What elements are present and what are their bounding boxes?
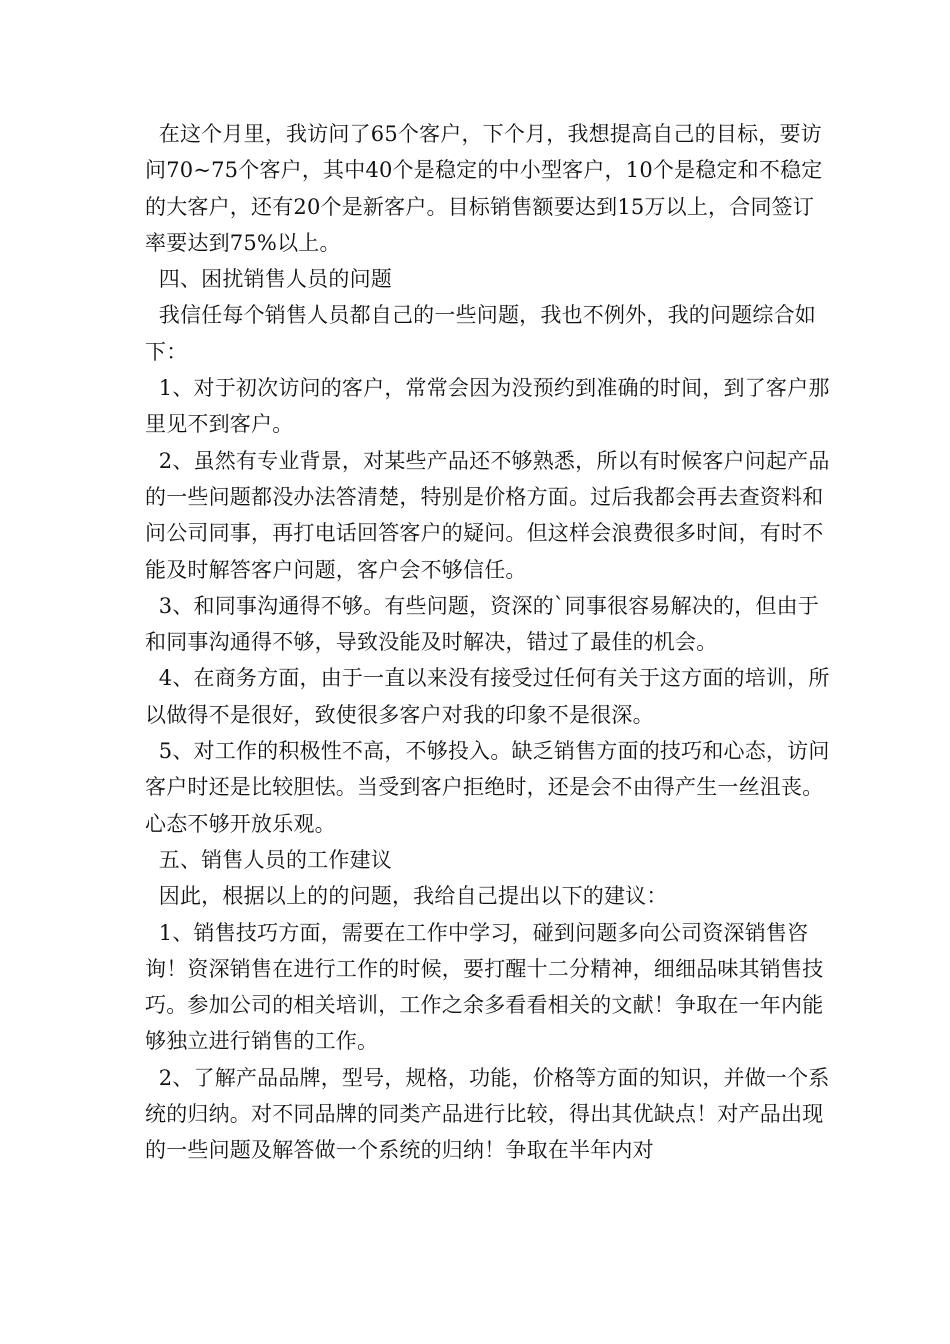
paragraph-problem-2: 2、虽然有专业背景，对某些产品还不够熟悉，所以有时候客户问起产品的一些问题都没办法答清楚，特别是价格方面。过后我都会再去查资料和问公司同事，再打电话回答客户的疑问。但这样会浪费很多时间，有时不能及时解答客户问题，客户会不够信任。: [145, 448, 830, 582]
document-body: [145, 116, 835, 1169]
paragraph-problems-intro: 我信任每个销售人员都自己的一些问题，我也不例外，我的问题综合如下：: [145, 303, 816, 364]
paragraph-problem-3: 3、和同事沟通得不够。有些问题，资深的`同事很容易解决的，但由于和同事沟通得不够，导致没能及时解决，错过了最佳的机会。: [145, 593, 820, 655]
paragraph-suggestion-1: 1、销售技巧方面，需要在工作中学习，碰到问题多向公司资深销售咨询！资深销售在进行工作的时候，要打醒十二分精神，细细品味其销售技巧。参加公司的相关培训，工作之余多看看相关的文献！争取在一年内能够独立进行销售的工作。: [145, 920, 824, 1054]
paragraph-problem-5: 5、对工作的积极性不高，不够投入。缺乏销售方面的技巧和心态，访问客户时还是比较胆怯。当受到客户拒绝时，还是会不由得产生一丝沮丧。心态不够开放乐观。: [145, 739, 830, 836]
paragraph-problem-1: 1、对于初次访问的客户，常常会因为没预约到准确的时间，到了客户那里见不到客户。: [145, 376, 830, 437]
paragraph-problem-4: 4、在商务方面，由于一直以来没有接受过任何有关于这方面的培训，所以做得不是很好，致使很多客户对我的印象不是很深。: [145, 666, 830, 727]
paragraph-suggestions-intro: 因此，根据以上的的问题，我给自己提出以下的建议：: [145, 884, 668, 909]
heading-section-five: 五、销售人员的工作建议: [145, 847, 392, 872]
heading-section-four: 四、困扰销售人员的问题: [145, 267, 392, 292]
paragraph-suggestion-2: 2、了解产品品牌，型号，规格，功能，价格等方面的知识，并做一个系统的归纳。对不同品牌的同类产品进行比较，得出其优缺点！对产品出现的一些问题及解答做一个系统的归纳！争取在半年内对: [145, 1065, 830, 1163]
paragraph-monthly-target: 在这个月里，我访问了65个客户，下个月，我想提高自己的目标，要访问70~75个客户，其中40个是稳定的中小型客户，10个是稳定和不稳定的大客户，还有20个是新客户。目标销售额要达到15万以上，合同签订率要达到75%以上。: [145, 122, 823, 255]
